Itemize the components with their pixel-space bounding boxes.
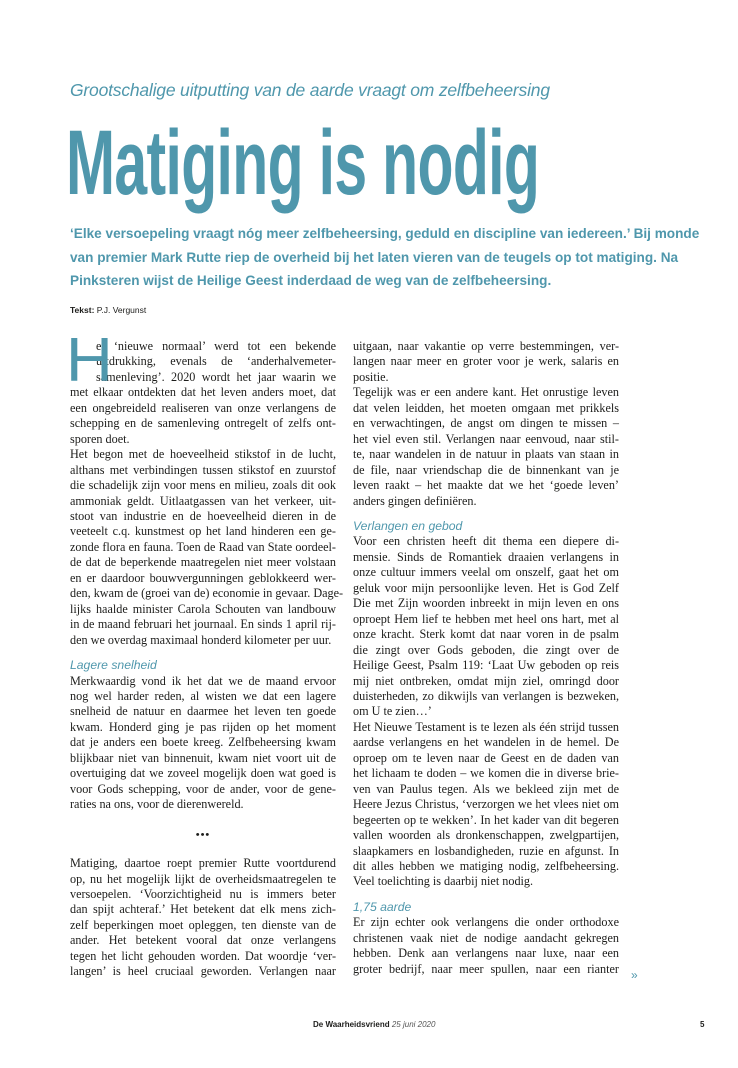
text-line: nog wel harder reden, al wisten we dat een lagere [70,688,336,703]
text-line: versoepelen. ‘Voorzichtigheid nu is immers beter [70,886,336,901]
text-line: Tegelijk was er een andere kant. Het onrustige leven [353,385,619,400]
text-line: blijkbaar niet van binnenuit, kwam niet voort uit de [70,750,336,765]
text-line: het viel even stil. Verlangen naar eenvoud, naar stil- [353,431,619,446]
text-line: oproep om te leven naar de Geest en de daden van [353,750,619,765]
text-line: groter bedrijf, naar meer spullen, naar een rianter [353,961,619,976]
text-line: aardse verlangens en het wandelen in de hemel. De [353,735,619,750]
section-heading: 1,75 aarde [353,899,412,914]
paragraph [65,326,336,447]
text-line: langen naar meer en groter voor je werk, salaris en [353,354,619,369]
text-line: mensie. Sinds de Romantiek draaien verlangens in [353,549,619,564]
text-line: slaapkamers en losbandigheden, ruzie en afgunst. In [353,843,619,858]
section-heading: Verlangen en gebod [353,518,463,533]
section-separator: ••• [195,828,211,841]
lead-line: Pinksteren wijst de Heilige Geest inderdaad de weg van de zelfbeheersing. [70,273,552,288]
text-line: een ongebreideld realiseren van onze verlangens de [70,400,336,415]
text-line: uitdrukking, evenals de ‘anderhalvemeter- [96,354,336,369]
text-line: lijks haalde minister Carola Schouten van landbouw [70,601,336,616]
article-lead [70,222,700,293]
text-line: Matiging, daartoe roept premier Rutte voortdurend [70,856,336,871]
article-title: Matiging is nodig [66,112,540,214]
text-line: schepping en de samenleving ontregelt of zelfs ont- [70,416,336,431]
text-line: Het begon met de hoeveelheid stikstof in de lucht, [70,447,336,462]
text-line: onze cultuur immers veelal om onszelf, gaat het om [353,565,619,580]
byline-label: Tekst: [70,305,95,315]
text-line: zonde flora en fauna. Toen de Raad van State oordeel- [70,539,336,554]
paragraph [353,720,619,890]
section-heading: Lagere snelheid [70,658,157,673]
text-line: Die met Zijn woorden inbreekt in mijn leven en ons [353,596,619,611]
article-column-2 [353,339,619,977]
text-line: geluk voor mijn persoonlijke leven. Het is God Zelf [353,580,619,595]
text-line: op, nu het mogelijk lijkt de overheidsmaatregelen te [70,871,336,886]
paragraph [353,915,619,977]
text-line: ammoniak geldt. Uitlaatgassen van het verkeer, uit- [70,493,336,508]
continue-arrow-icon: » [631,968,638,982]
text-line: kwam. Honderd ging je pas rijden op het moment [70,719,336,734]
paragraph [70,856,336,980]
article-kicker: Grootschalige uitputting van de aarde vraagt om zelfbeheersing [70,80,550,100]
byline-author: P.J. Vergunst [96,305,147,315]
text-line: langen’ is heel cruciaal geworden. Verlangen naar [70,964,336,979]
text-line: het lichaam te doden – we komen die in diverse brie- [353,766,619,781]
text-line: hebben. Denk aan verlangens naar luxe, naar een [353,946,619,961]
issue-date: 25 juni 2020 [391,1020,436,1029]
text-line: vallen woorden als dronkenschappen, zwelgpartijen, [353,828,619,843]
text-line: dan spijt achteraf.’ Het betekent dat elk mens zich- [70,902,336,917]
text-line: samenleving’. 2020 wordt het jaar waarin we [96,369,336,384]
text-line: die zingt over Gods geboden, die zingt over de [353,642,619,657]
text-line: die schadelijk zijn voor mens en milieu, zoals dit ook [70,478,336,493]
text-line: in de maand februari het journaal. En sinds 1 april rij- [70,617,336,632]
text-line: ven van Paulus tegen. Als we bekleed zijn met de [353,781,619,796]
text-line: zelf beperkingen moet opleggen, ten dienste van de [70,917,336,932]
paragraph [353,339,619,385]
text-line: mij niet ontbreken, omdat mijn ziel, omringd door [353,673,619,688]
text-line: voor Gods schepping, voor de ander, voor de gene- [70,781,336,796]
page-number: 5 [700,1020,705,1029]
text-line: Heilige Geest, Psalm 119: ‘Laat Uw geboden op reis [353,658,619,673]
text-line: et ‘nieuwe normaal’ werd tot een bekende [96,339,336,353]
text-line: snelheid de natuur en daarmee het leven ten goede [70,704,336,719]
text-line: stoot van industrie en de hoeveelheid dieren in de [70,508,336,523]
text-line: om U te zien…’ [353,704,432,719]
text-line: te, naar wandelen in de natuur in plaats van staan in [353,447,619,462]
text-line: den, kwam de (groei van de) economie in gevaar. Dage- [70,586,344,601]
text-line: dit alles hebben we matiging nodig, zelfbeheersing. [353,858,619,873]
text-line: en er daardoor bouwvergunningen geblokkeerd wer- [70,570,336,585]
text-line: sporen doet. [70,431,130,446]
drop-cap: H [65,326,113,395]
text-line: Heere Jezus Christus, ‘verzorgen we het vlees niet om [353,797,619,812]
text-line: Merkwaardig vond ik het dat we de maand ervoor [70,673,336,688]
paragraph [353,385,619,509]
text-line: ander. Het betekent vooral dat onze verlangens [70,933,336,948]
text-line: oproept Hem lief te hebben met heel ons hart, met al [353,611,619,626]
paragraph [70,674,336,813]
paragraph [70,447,344,648]
text-line: onze kracht. Sterk komt dat naar voren in de psalm [353,627,619,642]
text-line: Voor een christen heeft dit thema een diepere di- [353,534,619,549]
text-line: althans met verbindingen tussen stikstof en zuurstof [70,462,336,477]
text-line: met elkaar ontdekten dat het leven anders moet, dat [70,385,336,400]
article-column-1 [65,326,344,980]
text-line: Er zijn echter ook verlangens die onder orthodoxe [353,915,619,930]
text-line: uitgaan, naar vakantie op verre bestemmingen, ver- [353,339,619,353]
text-line: dat velen leidden, het moeten omgaan met prikkels [353,400,619,415]
publication-name: De Waarheidsvriend [313,1020,390,1029]
text-line: overtuiging dat we zoveel mogelijk doen wat goed is [70,766,336,781]
text-line: begeerten op te wekken’. In het kader van dit begeren [353,812,619,827]
text-line: Het Nieuwe Testament is te lezen als één strijd tussen [353,719,619,734]
text-line: tegen het licht gehouden worden. Dat woordje ‘ver- [70,948,336,963]
text-line: leven raakt – het maakte dat we het ‘goede leven’ [353,478,619,493]
text-line: de dat de beperkende maatregelen niet meer volstaan [70,555,336,570]
paragraph [353,534,619,719]
text-line: christenen vaak niet de nodige aandacht gekregen [353,930,619,945]
text-line: anders gingen definiëren. [353,493,477,508]
lead-line: van premier Mark Rutte riep de overheid bij het laten vieren van de teugels op tot matiging. Na [70,249,679,265]
text-line: veeteelt c.q. kunstmest op het land hinderen een ge- [70,524,336,539]
text-line: dat je anders een boete kreeg. Zelfbeheersing kwam [70,735,336,750]
page-footer [313,1020,435,1029]
text-line: de file, naar vriendschap die de binnenkant van je [353,462,619,477]
lead-line: ‘Elke versoepeling vraagt nóg meer zelfbeheersing, geduld en discipline van iedereen.’ Bij monde [70,226,700,241]
text-line: positie. [353,369,389,384]
byline [70,305,146,315]
text-line: en verwachtingen, de angst om dingen te missen – [353,416,619,431]
text-line: duisterheden, zo dikwijls van verlangen is bezweken, [353,688,619,703]
text-line: den we overdag maximaal honderd kilometer per uur. [70,632,332,647]
text-line: Veel toelichting is daarbij niet nodig. [353,874,534,889]
text-line: raties na ons, voor de dierenwereld. [70,797,244,812]
